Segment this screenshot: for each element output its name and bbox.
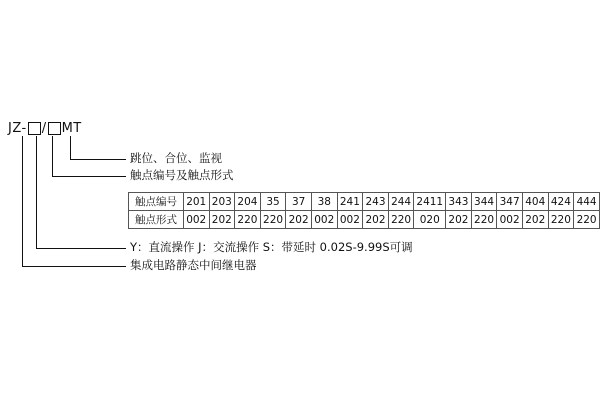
model-prefix: JZ- [8,121,27,136]
leader-vline-3 [36,136,37,248]
cell-form-4: 202 [286,211,312,229]
model-suffix: MT [61,121,82,136]
cell-number-9: 2411 [414,193,446,211]
table-row [129,193,600,211]
model-separator: / [41,121,47,136]
cell-number-6: 241 [337,193,363,211]
cell-number-10: 343 [446,193,472,211]
code-box-1 [28,122,41,135]
cell-number-5: 38 [311,193,337,211]
cell-form-14: 220 [548,211,574,229]
table-row [129,211,600,229]
cell-form-10: 202 [446,211,472,229]
cell-number-0: 201 [183,193,209,211]
leader-hline-2 [52,176,126,177]
cell-number-13: 404 [522,193,548,211]
annotation-relay-name: 集成电路静态中间继电器 [130,258,257,272]
model-code [8,122,82,135]
cell-form-0: 002 [183,211,209,229]
row-header-contact-number: 触点编号 [129,193,184,211]
cell-form-8: 220 [388,211,414,229]
cell-form-13: 202 [522,211,548,229]
leader-hline-4 [22,266,126,267]
cell-form-3: 220 [260,211,286,229]
annotation-operation-mode: Y：直流操作 J：交流操作 S：带延时 0.02S-9.99S可调 [130,240,413,254]
cell-number-1: 203 [209,193,235,211]
cell-form-6: 002 [337,211,363,229]
leader-vline-1 [70,136,71,159]
cell-form-12: 002 [497,211,523,229]
cell-number-11: 344 [471,193,497,211]
row-header-contact-form: 触点形式 [129,211,184,229]
leader-vline-2 [52,136,53,176]
annotation-position-monitor: 跳位、合位、监视 [130,151,222,165]
cell-number-14: 424 [548,193,574,211]
cell-number-15: 444 [574,193,600,211]
cell-number-3: 35 [260,193,286,211]
contacts-table-wrap [128,192,600,229]
cell-number-2: 204 [235,193,261,211]
cell-number-7: 243 [363,193,389,211]
cell-form-1: 202 [209,211,235,229]
cell-form-15: 220 [574,211,600,229]
cell-form-11: 220 [471,211,497,229]
contacts-table [128,192,600,229]
leader-vline-4 [22,136,23,266]
code-box-2 [48,122,61,135]
cell-number-8: 244 [388,193,414,211]
leader-hline-3 [36,248,126,249]
cell-form-7: 202 [363,211,389,229]
leader-hline-1 [70,159,126,160]
cell-number-12: 347 [497,193,523,211]
cell-form-5: 002 [311,211,337,229]
annotation-contact-number-form: 触点编号及触点形式 [130,168,234,182]
cell-form-2: 220 [235,211,261,229]
cell-number-4: 37 [286,193,312,211]
cell-form-9: 020 [414,211,446,229]
